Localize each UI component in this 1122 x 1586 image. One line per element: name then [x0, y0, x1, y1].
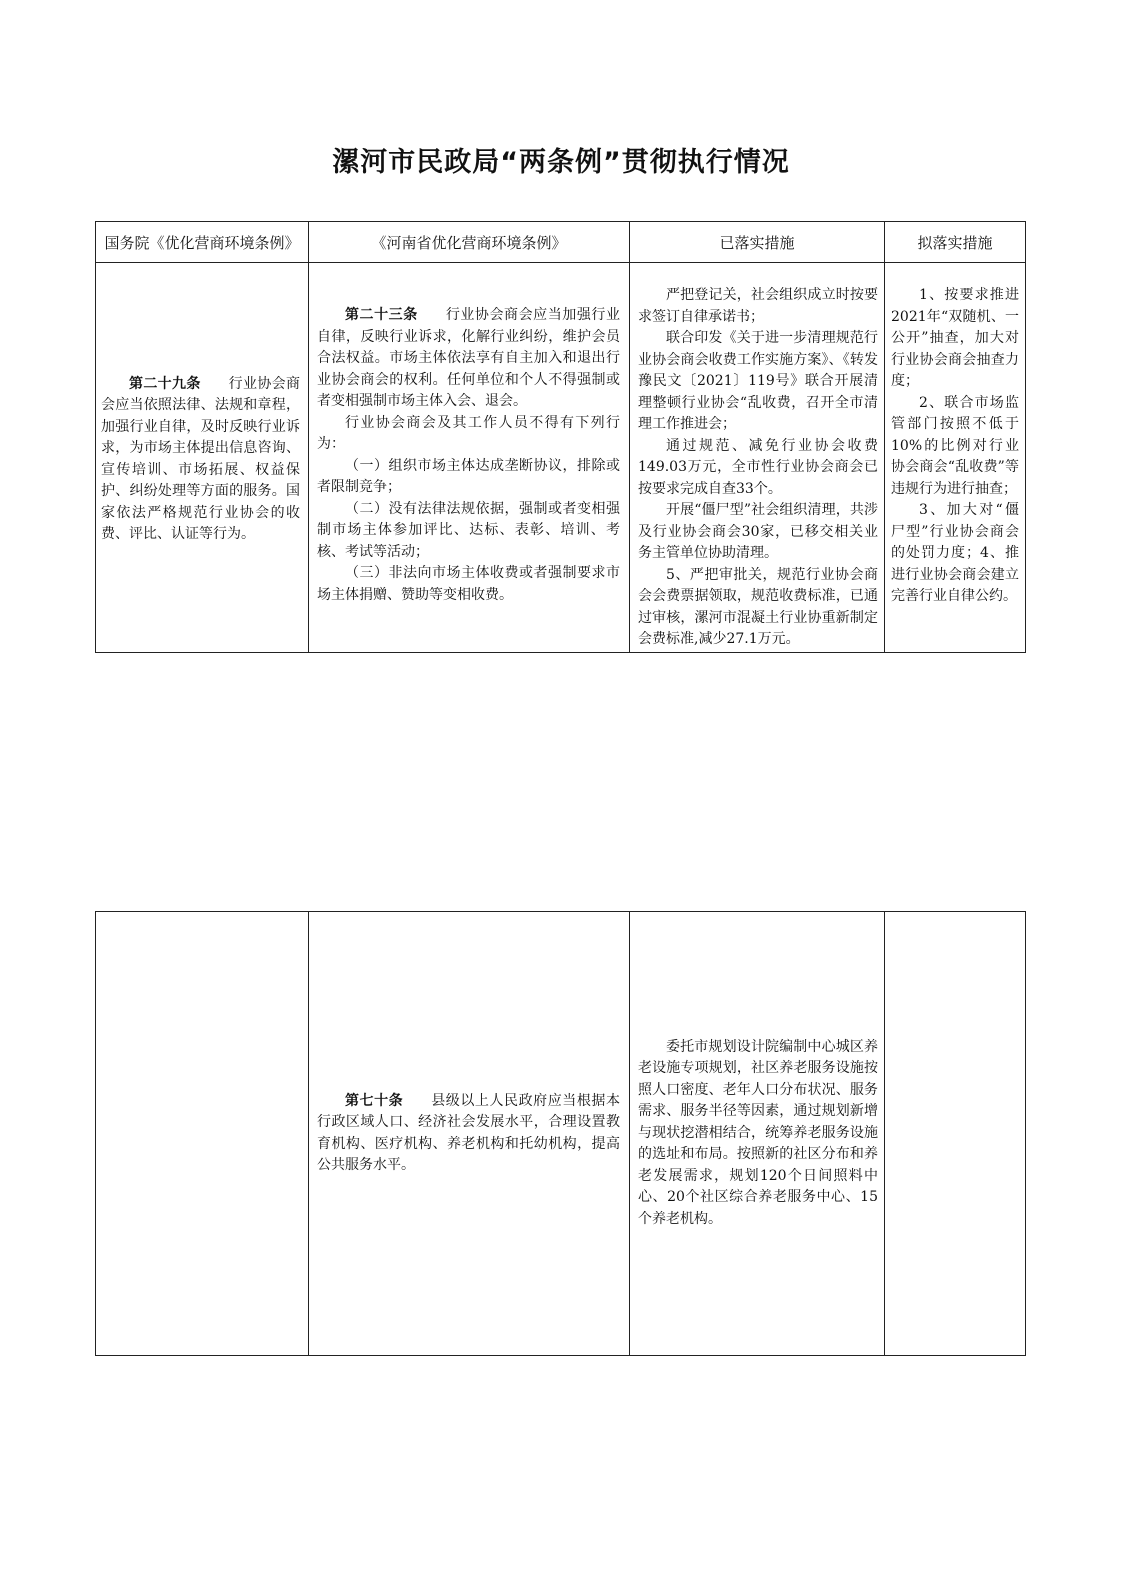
provincial-article-cell	[309, 263, 630, 653]
header-provincial-regulation: 《河南省优化营商环境条例》	[309, 222, 630, 263]
table-row	[96, 912, 1026, 1356]
provincial-article-text: 第二十三条 行业协会商会应当加强行业自律，反映行业诉求，化解行业纠纷，维护会员合法权益。市场主体依法享有自主加入和退出行业协会商会的权利。任何单位和个人不得强制或者变相强制市场主体入会、退会。	[317, 307, 620, 409]
header-national-regulation: 国务院《优化营商环境条例》	[96, 222, 309, 263]
table-row	[96, 263, 1026, 653]
national-article-text: 第二十九条 行业协会商会应当依照法律、法规和章程，加强行业自律，及时反映行业诉求，为市场主体提出信息咨询、宣传培训、市场拓展、权益保护、纠纷处理等方面的服务。国家依法严格规范行业协会的收费、评比、认证等行为。	[101, 375, 301, 542]
measures-table-top	[95, 221, 1026, 653]
provincial-paragraph: （三）非法向市场主体收费或者强制要求市场主体捐赠、赞助等变相收费。	[317, 565, 620, 603]
national-article-cell	[96, 263, 309, 653]
measure-item: 开展“僵尸型”社会组织清理，共涉及行业协会商会30家，已移交相关业务主管单位协助清理。	[638, 502, 878, 561]
implemented-measures-cell	[630, 912, 885, 1356]
article-number: 第七十条	[345, 1092, 404, 1109]
measure-item: 5、严把审批关，规范行业协会商会会费票据领取，规范收费标准，已通过审核，漯河市混凝土行业协重新制定会费标准,减少27.1万元。	[638, 566, 878, 647]
measure-item: 严把登记关，社会组织成立时按要求签订自律承诺书；	[638, 287, 878, 325]
provincial-paragraph: （一）组织市场主体达成垄断协议，排除或者限制竞争；	[317, 457, 620, 495]
planned-measures-cell	[885, 912, 1026, 1356]
table-header-row	[96, 222, 1026, 263]
provincial-paragraph: 行业协会商会及其工作人员不得有下列行为：	[317, 414, 620, 452]
measure-item: 委托市规划设计院编制中心城区养老设施专项规划，社区养老服务设施按照人口密度、老年人口分布状况、服务需求、服务半径等因素，通过规划新增与现状挖潜相结合，统筹养老服务设施的选址和布局。按照新的社区分布和养老发展需求，规划120个日间照料中心、20个社区综合养老服务中心、15个养老机构。	[638, 1038, 878, 1227]
measures-table-bottom	[95, 911, 1026, 1356]
planned-item: 2、联合市场监管部门按照不低于10%的比例对行业协会商会“乱收费”等违规行为进行抽查；	[891, 394, 1019, 497]
planned-item: 3、加大对“僵尸型”行业协会商会的处罚力度；4、推进行业协会商会建立完善行业自律公约。	[891, 502, 1019, 604]
implemented-measures-cell	[630, 263, 885, 653]
page-title: 漯河市民政局“两条例”贯彻执行情况	[332, 147, 790, 178]
provincial-article-cell	[309, 912, 630, 1356]
header-planned-measures: 拟落实措施	[885, 222, 1026, 263]
national-article-cell	[96, 912, 309, 1356]
planned-item: 1、按要求推进2021年“双随机、一公开”抽查，加大对行业协会商会抽查力度；	[891, 287, 1019, 389]
provincial-paragraph: （二）没有法律法规依据，强制或者变相强制市场主体参加评比、达标、表彰、培训、考核、考试等活动；	[317, 500, 620, 560]
measure-item: 联合印发《关于进一步清理规范行业协会商会收费工作实施方案》、《转发豫民文〔2021〕119号》联合开展清理整顿行业协会“乱收费，召开全市清理工作推进会；	[638, 330, 878, 432]
provincial-article-text: 第七十条 县级以上人民政府应当根据本行政区域人口、经济社会发展水平，合理设置教育机构、医疗机构、养老机构和托幼机构，提高公共服务水平。	[317, 1092, 620, 1173]
header-implemented-measures: 已落实措施	[630, 222, 885, 263]
measure-item: 通过规范、减免行业协会收费149.03万元，全市性行业协会商会已按要求完成自查33个。	[638, 437, 878, 497]
article-number: 第二十九条	[129, 375, 201, 392]
planned-measures-cell	[885, 263, 1026, 653]
article-number: 第二十三条	[345, 307, 418, 323]
